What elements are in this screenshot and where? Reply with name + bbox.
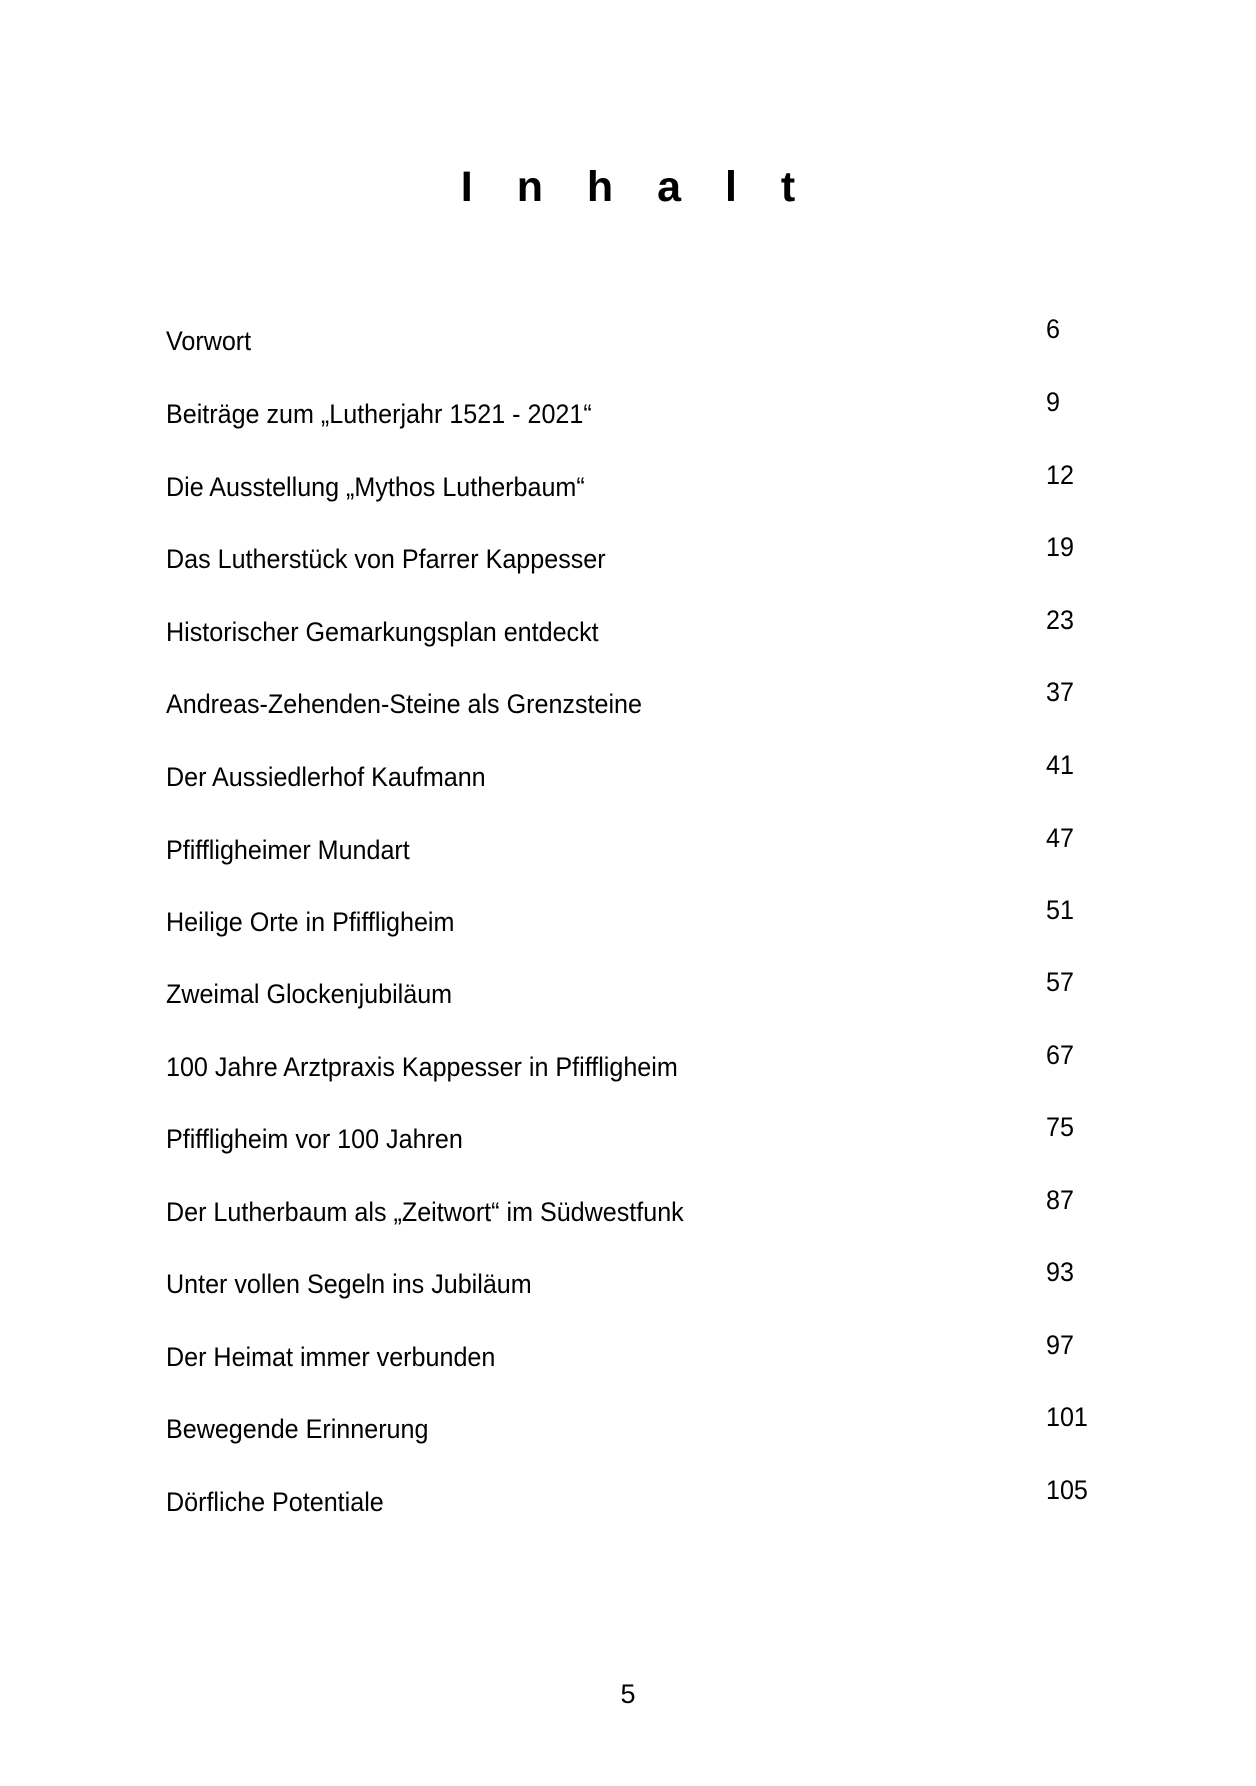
toc-entry-title: Andreas-Zehenden-Steine als Grenzsteine bbox=[166, 689, 642, 719]
toc-entry-title: Unter vollen Segeln ins Jubiläum bbox=[166, 1269, 532, 1299]
toc-entry-title: Zweimal Glockenjubiläum bbox=[166, 979, 453, 1009]
toc-entry-title: Beiträge zum „Lutherjahr 1521 - 2021“ bbox=[166, 399, 592, 429]
toc-entry-title: Der Lutherbaum als „Zeitwort“ im Südwestfunk bbox=[166, 1197, 684, 1227]
toc-entry-title: Pfiffligheimer Mundart bbox=[166, 835, 410, 865]
toc-entry-page: 93 bbox=[1046, 1257, 1074, 1287]
toc-entry-page: 67 bbox=[1046, 1040, 1074, 1070]
toc-entry-page: 47 bbox=[1046, 823, 1074, 853]
toc-entry-page: 9 bbox=[1046, 387, 1060, 417]
toc-entry-title: Pfiffligheim vor 100 Jahren bbox=[166, 1124, 463, 1154]
toc-entry-title: Die Ausstellung „Mythos Lutherbaum“ bbox=[166, 472, 585, 502]
toc-entry-page: 101 bbox=[1046, 1402, 1088, 1432]
toc-entry-page: 87 bbox=[1046, 1185, 1074, 1215]
toc-entry-title: Bewegende Erinnerung bbox=[166, 1414, 429, 1444]
toc-entry-page: 6 bbox=[1046, 314, 1060, 344]
toc-entry-title: Vorwort bbox=[166, 326, 252, 356]
toc-entry-page: 12 bbox=[1046, 460, 1074, 490]
toc-entry-title: Dörfliche Potentiale bbox=[166, 1487, 384, 1517]
toc-entry-page: 57 bbox=[1046, 967, 1074, 997]
toc-entry-page: 41 bbox=[1046, 750, 1074, 780]
toc-entry-page: 19 bbox=[1046, 532, 1074, 562]
toc-entry-title: 100 Jahre Arztpraxis Kappesser in Pfiffligheim bbox=[166, 1052, 678, 1082]
toc-entry-title: Historischer Gemarkungsplan entdeckt bbox=[166, 617, 599, 647]
toc-entry-page: 105 bbox=[1046, 1475, 1088, 1505]
toc-entry-page: 51 bbox=[1046, 895, 1074, 925]
page-title: I n h a l t bbox=[460, 163, 812, 211]
toc-entry-page: 23 bbox=[1046, 605, 1074, 635]
toc-entry-page: 75 bbox=[1046, 1112, 1074, 1142]
toc-entry-title: Der Heimat immer verbunden bbox=[166, 1342, 496, 1372]
page-number: 5 bbox=[620, 1679, 636, 1709]
toc-entry-page: 37 bbox=[1046, 677, 1074, 707]
toc-entry-page: 97 bbox=[1046, 1330, 1074, 1360]
toc-entry-title: Der Aussiedlerhof Kaufmann bbox=[166, 762, 486, 792]
toc-entry-title: Das Lutherstück von Pfarrer Kappesser bbox=[166, 544, 606, 574]
toc-entry-title: Heilige Orte in Pfiffligheim bbox=[166, 907, 455, 937]
